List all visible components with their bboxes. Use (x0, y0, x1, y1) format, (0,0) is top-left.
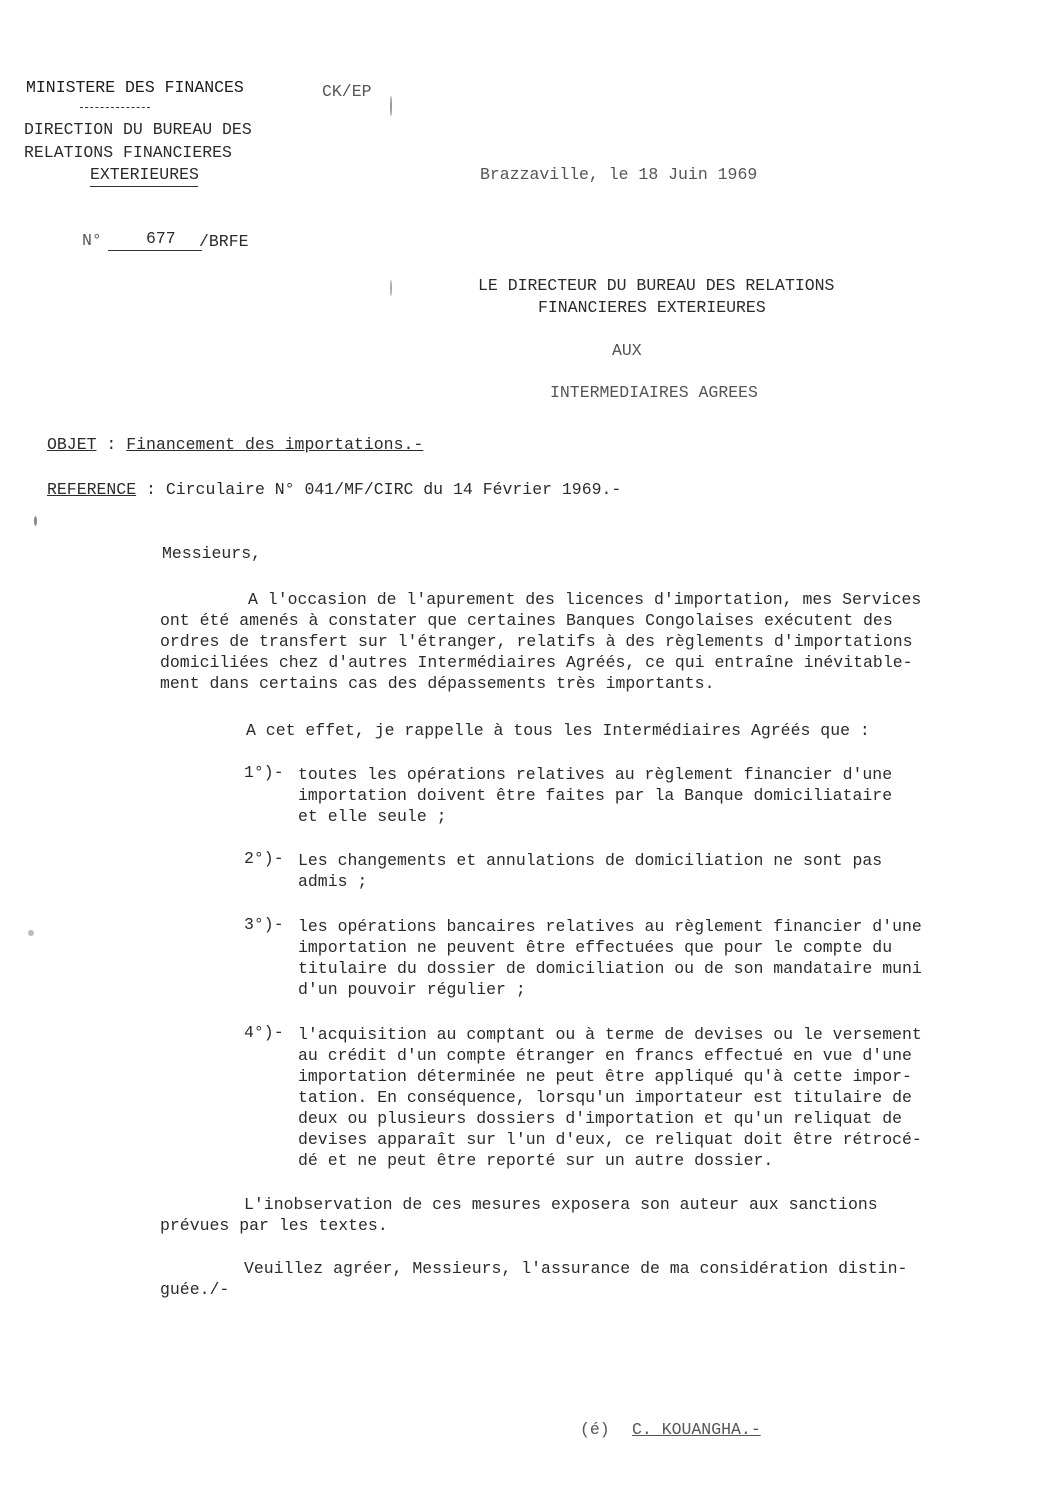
item-number-1: 1°)- (244, 763, 284, 782)
item-line: Les changements et annulations de domiciliation ne sont pas (298, 851, 883, 870)
intro-line: ordres de transfert sur l'étranger, relatifs à des règlements d'importations (160, 632, 913, 651)
item-text-3 (298, 916, 922, 1000)
direction-line-1: DIRECTION DU BUREAU DES (24, 120, 252, 139)
item-line: l'acquisition au comptant ou à terme de devises ou le versement (298, 1025, 922, 1044)
objet-row (47, 434, 423, 456)
item-number-2: 2°)- (244, 849, 284, 868)
objet-text: Financement des importations.- (126, 435, 424, 454)
scan-speck (390, 96, 392, 116)
scan-speck (28, 930, 34, 936)
closing-line: Veuillez agréer, Messieurs, l'assurance de ma considération distin- (244, 1259, 908, 1278)
item-line: deux ou plusieurs dossiers d'importation et qu'un reliquat de (298, 1109, 902, 1128)
sender-line-1: LE DIRECTEUR DU BUREAU DES RELATIONS (478, 276, 835, 295)
reference-initials: CK/EP (322, 82, 372, 101)
item-line: au crédit d'un compte étranger en francs effectué en vue d'une (298, 1046, 912, 1065)
to-word: AUX (612, 341, 642, 360)
item-line: dé et ne peut être reporté sur un autre dossier. (298, 1151, 774, 1170)
ministry-name: MINISTERE DES FINANCES (26, 78, 244, 97)
sanctions-paragraph (160, 1194, 878, 1236)
intro-paragraph (160, 589, 921, 694)
item-line: importation doivent être faites par la Banque domiciliataire (298, 786, 893, 805)
sender-line-2: FINANCIERES EXTERIEURES (538, 298, 766, 317)
salutation: Messieurs, (162, 544, 262, 563)
scan-speck (390, 280, 392, 296)
intro-line: domiciliées chez d'autres Intermédiaires Agréés, ce qui entraîne inévitable- (160, 653, 913, 672)
item-text-1 (298, 764, 892, 827)
item-line: importation ne peuvent être effectuées que pour le compte du (298, 938, 893, 957)
number-underline (108, 250, 202, 251)
item-text-2 (298, 850, 882, 892)
signature-mark: (é) (580, 1420, 610, 1439)
place-date: Brazzaville, le 18 Juin 1969 (480, 165, 758, 184)
closing-line: guée./- (160, 1280, 230, 1299)
sanctions-line: prévues par les textes. (160, 1216, 388, 1235)
direction-line-3: EXTERIEURES (90, 165, 199, 184)
direction-line-2: RELATIONS FINANCIERES (24, 143, 232, 162)
reminder-line: A cet effet, je rappelle à tous les Intermédiaires Agréés que : (246, 721, 870, 740)
direction-underline (90, 186, 198, 187)
item-number-4: 4°)- (244, 1023, 284, 1042)
reference-text: Circulaire N° 041/MF/CIRC du 14 Février 1969.- (165, 480, 622, 499)
number-prefix: N° (82, 231, 102, 250)
item-line: toutes les opérations relatives au règlement financier d'une (298, 765, 893, 784)
reference-label: REFERENCE (47, 480, 137, 499)
item-number-3: 3°)- (244, 915, 284, 934)
item-line: tation. En conséquence, lorsqu'un importateur est titulaire de (298, 1088, 912, 1107)
intro-line: ment dans certains cas des dépassements très importants. (160, 674, 715, 693)
item-line: les opérations bancaires relatives au règlement financier d'une (298, 917, 922, 936)
reference-row (47, 479, 621, 501)
closing-paragraph (160, 1258, 907, 1300)
objet-label: OBJET (47, 435, 97, 454)
item-line: importation déterminée ne peut être appliqué qu'à cette impor- (298, 1067, 912, 1086)
recipient: INTERMEDIAIRES AGREES (550, 383, 758, 402)
item-line: et elle seule ; (298, 807, 447, 826)
item-line: devises apparaît sur l'un d'eux, ce reliquat doit être rétrocé- (298, 1130, 922, 1149)
item-line: admis ; (298, 872, 368, 891)
intro-line: ont été amenés à constater que certaines Banques Congolaises exécutent des (160, 611, 893, 630)
sanctions-line: L'inobservation de ces mesures exposera son auteur aux sanctions (244, 1195, 878, 1214)
objet-separator: : (96, 435, 127, 454)
reference-separator: : (136, 480, 166, 499)
scan-speck (34, 516, 37, 526)
document-number: 677 (146, 229, 176, 248)
signatory-name: C. KOUANGHA.- (632, 1420, 761, 1439)
number-suffix: /BRFE (199, 232, 249, 251)
item-line: titulaire du dossier de domiciliation ou de son mandataire muni (298, 959, 922, 978)
item-text-4 (298, 1024, 922, 1171)
intro-line: A l'occasion de l'apurement des licences d'importation, mes Services (248, 590, 922, 609)
item-line: d'un pouvoir régulier ; (298, 980, 526, 999)
header-divider (80, 107, 150, 108)
